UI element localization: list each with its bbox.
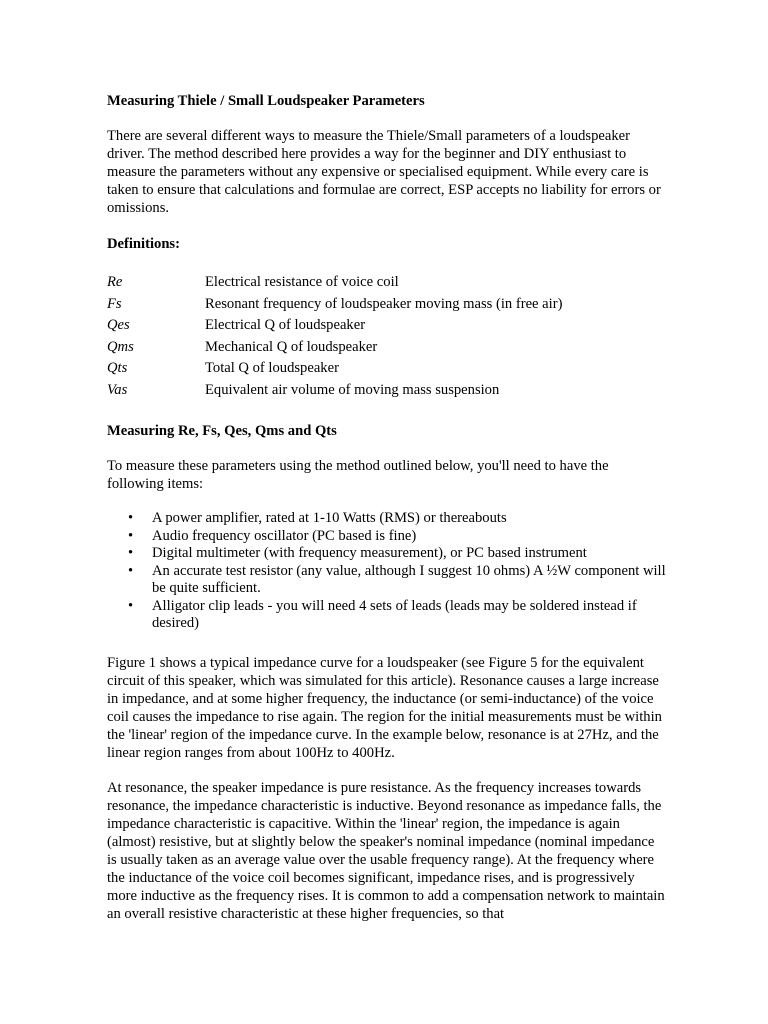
- figure-paragraph: Figure 1 shows a typical impedance curve for a loudspeaker (see Figure 5 for the equivalent circuit of this speaker, which was simulated for this article). Resonance causes a large increase in impedance, and at some higher frequency, the inductance (or semi-inductance) of the voice coil causes the impedance to rise again. The region for the initial measurements must be within the 'linear' region of the impedance curve. In the example below, resonance is at 27Hz, and the linear region ranges from about 100Hz to 400Hz.: [107, 655, 662, 761]
- bullet-icon: •: [128, 510, 134, 526]
- definition-description: Mechanical Q of loudspeaker: [205, 338, 378, 355]
- definition-term: Qts: [107, 360, 128, 377]
- list-item: [107, 598, 667, 633]
- list-item: [107, 563, 667, 598]
- definition-term: Vas: [107, 381, 128, 398]
- list-item-text: An accurate test resistor (any value, although I suggest 10 ohms) A ½W component will be quite sufficient.: [152, 562, 666, 596]
- intro-paragraph: There are several different ways to measure the Thiele/Small parameters of a loudspeaker driver. The method described here provides a way for the beginner and DIY enthusiast to measure the parameters without any expensive or specialised equipment. While every care is taken to ensure that calculations and formulae are correct, ESP accepts no liability for errors or omissions.: [107, 128, 661, 216]
- equipment-list: [107, 510, 667, 633]
- list-item-text: A power amplifier, rated at 1-10 Watts (RMS) or thereabouts: [152, 510, 507, 526]
- definition-row: [107, 380, 667, 402]
- definitions-heading: Definitions:: [107, 236, 180, 252]
- definition-row: [107, 337, 667, 359]
- definition-description: Electrical Q of loudspeaker: [205, 317, 366, 334]
- definition-description: Total Q of loudspeaker: [205, 360, 339, 377]
- definition-row: [107, 294, 667, 316]
- bullet-icon: •: [128, 562, 134, 579]
- list-item-text: Digital multimeter (with frequency measurement), or PC based instrument: [152, 545, 587, 561]
- resonance-paragraph: At resonance, the speaker impedance is pure resistance. As the frequency increases towards resonance, the impedance characteristic is inductive. Beyond resonance as impedance falls, the impedance characteristic is capacitive. Within the 'linear' region, the impedance is again (almost) resistive, but at slightly below the speaker's nominal impedance (nominal impedance is usually taken as an average value over the usable frequency range). At the frequency where the inductance of the voice coil becomes significant, impedance rises, and is progressively more inductive as the frequency rises. It is common to add a compensation network to maintain an overall resistive characteristic at these higher frequencies, so that: [107, 780, 665, 922]
- bullet-icon: •: [128, 545, 134, 561]
- definition-term: Fs: [107, 295, 122, 312]
- definition-term: Re: [107, 274, 123, 290]
- list-item-text: Audio frequency oscillator (PC based is fine): [152, 527, 417, 544]
- list-item: [107, 545, 667, 563]
- definition-row: [107, 358, 667, 380]
- definition-description: Equivalent air volume of moving mass suspension: [205, 381, 500, 398]
- measuring-heading: Measuring Re, Fs, Qes, Qms and Qts: [107, 423, 337, 439]
- definition-description: Electrical resistance of voice coil: [205, 274, 399, 290]
- definition-term: Qms: [107, 338, 134, 355]
- bullet-icon: •: [128, 597, 134, 614]
- bullet-icon: •: [128, 527, 134, 544]
- list-item-text: Alligator clip leads - you will need 4 sets of leads (leads may be soldered instead if desired): [152, 597, 637, 631]
- measuring-intro-paragraph: To measure these parameters using the method outlined below, you'll need to have the following items:: [107, 458, 609, 492]
- definition-description: Resonant frequency of loudspeaker moving mass (in free air): [205, 295, 563, 312]
- definitions-list: [107, 272, 667, 402]
- definition-term: Qes: [107, 317, 130, 334]
- list-item: [107, 510, 667, 528]
- document-title: Measuring Thiele / Small Loudspeaker Parameters: [107, 93, 425, 109]
- list-item: [107, 528, 667, 546]
- definition-row: [107, 315, 667, 337]
- definition-row: [107, 272, 667, 294]
